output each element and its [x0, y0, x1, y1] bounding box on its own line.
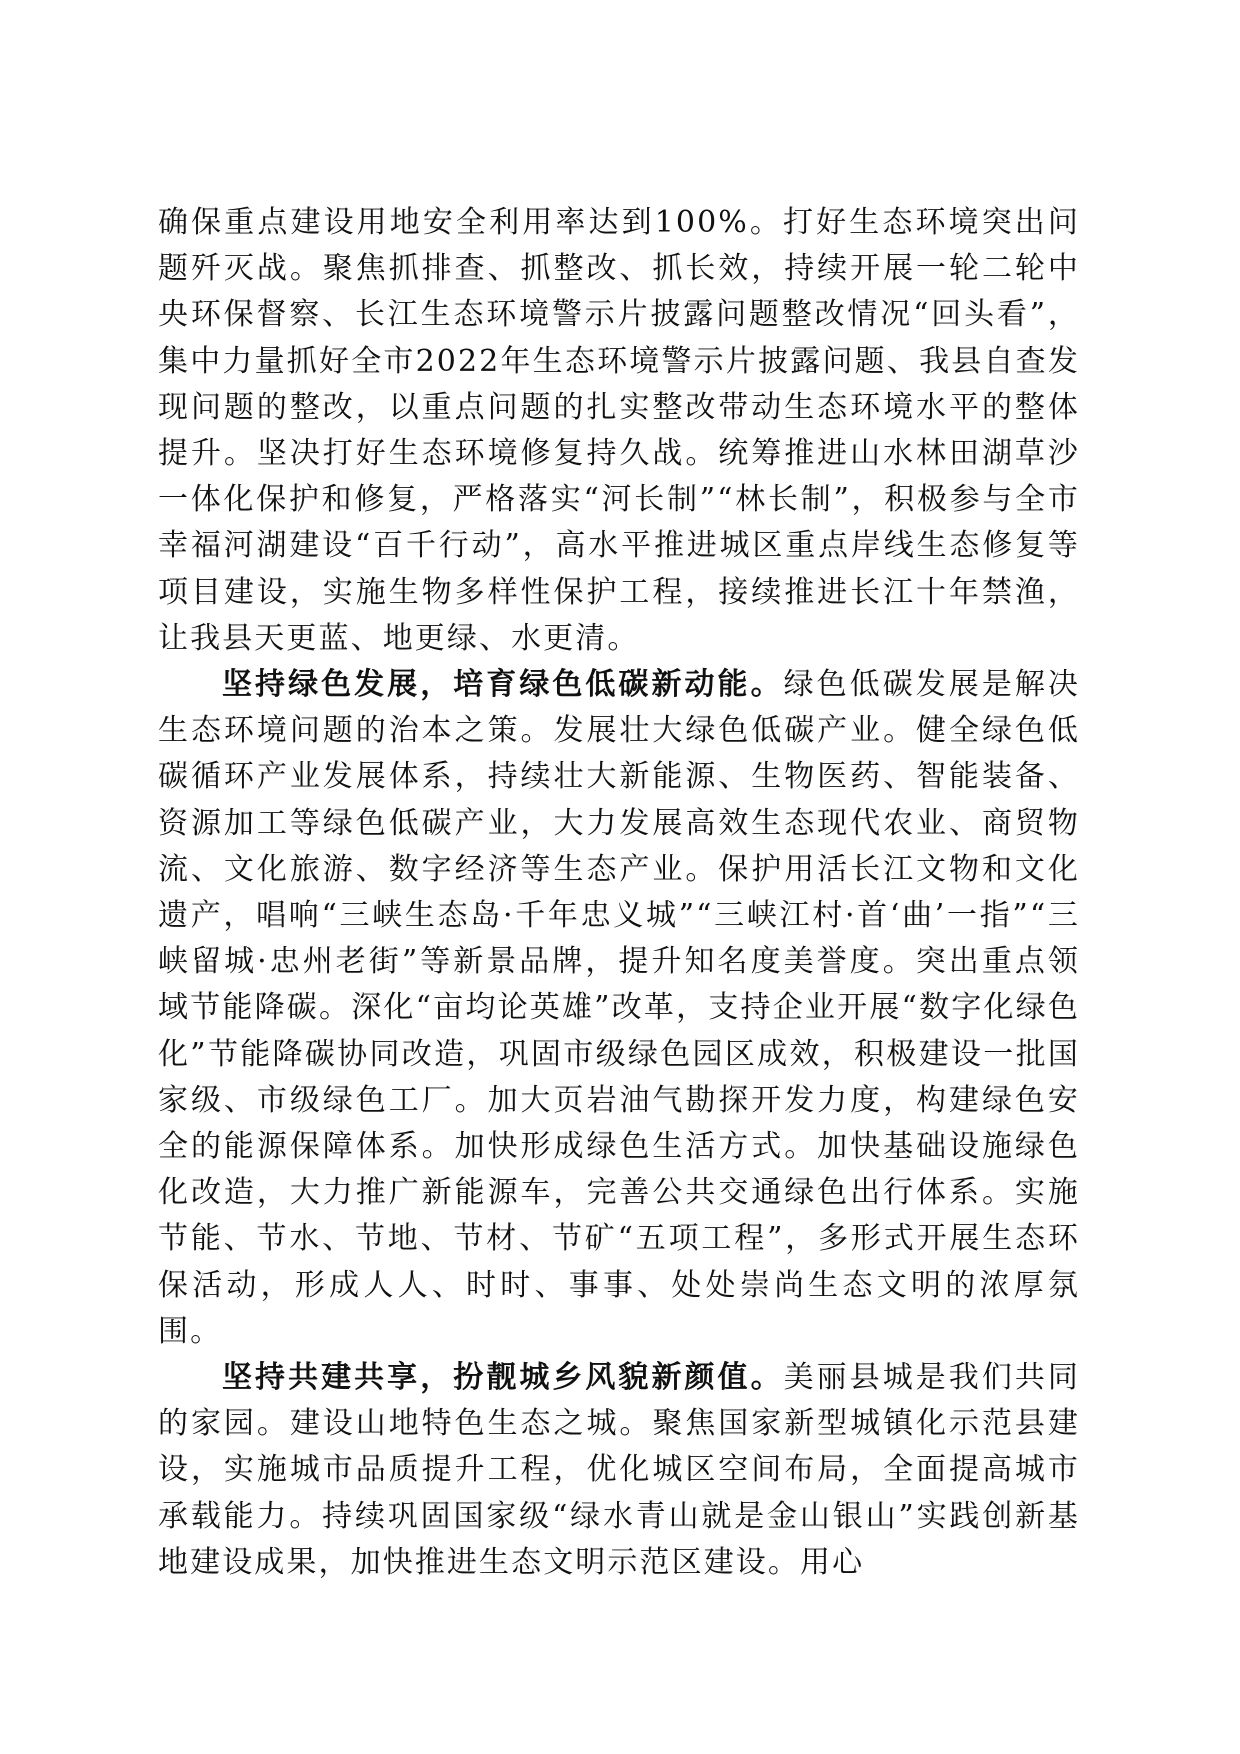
- paragraph-3: [158, 1355, 1080, 1586]
- paragraph-2-heading: 坚持绿色发展，培育绿色低碳新动能。: [222, 667, 784, 703]
- paragraph-2: [158, 662, 1080, 1355]
- document-page: [158, 200, 1080, 1586]
- paragraph-1-text: 确保重点建设用地安全利用率达到100%。打好生态环境突出问题歼灭战。聚焦抓排查、抓整改、抓长效，持续开展一轮二轮中央环保督察、长江生态环境警示片披露问题整改情况“回头看”，集中力量抓好全市2022年生态环境警示片披露问题、我县自查发现问题的整改，以重点问题的扎实整改带动生态环境水平的整体提升。坚决打好生态环境修复持久战。统筹推进山水林田湖草沙一体化保护和修复，严格落实“河长制”“林长制”，积极参与全市幸福河湖建设“百千行动”，高水平推进城区重点岸线生态修复等项目建设，实施生物多样性保护工程，接续推进长江十年禁渔，让我县天更蓝、地更绿、水更清。: [158, 205, 1080, 656]
- paragraph-3-heading: 坚持共建共享，扮靓城乡风貌新颜值。: [222, 1360, 784, 1396]
- paragraph-3-text: 美丽县城是我们共同的家园。建设山地特色生态之城。聚焦国家新型城镇化示范县建设，实施城市品质提升工程，优化城区空间布局，全面提高城市承载能力。持续巩固国家级“绿水青山就是金山银山”实践创新基地建设成果，加快推进生态文明示范区建设。用心: [158, 1360, 1080, 1580]
- paragraph-1: [158, 200, 1080, 662]
- paragraph-2-text: 绿色低碳发展是解决生态环境问题的治本之策。发展壮大绿色低碳产业。健全绿色低碳循环产业发展体系，持续壮大新能源、生物医药、智能装备、资源加工等绿色低碳产业，大力发展高效生态现代农业、商贸物流、文化旅游、数字经济等生态产业。保护用活长江文物和文化遗产，唱响“三峡生态岛·千年忠义城”“三峡江村·首‘曲’一指”“三峡留城·忠州老街”等新景品牌，提升知名度美誉度。突出重点领域节能降碳。深化“亩均论英雄”改革，支持企业开展“数字化绿色化”节能降碳协同改造，巩固市级绿色园区成效，积极建设一批国家级、市级绿色工厂。加大页岩油气勘探开发力度，构建绿色安全的能源保障体系。加快形成绿色生活方式。加快基础设施绿色化改造，大力推广新能源车，完善公共交通绿色出行体系。实施节能、节水、节地、节材、节矿“五项工程”，多形式开展生态环保活动，形成人人、时时、事事、处处崇尚生态文明的浓厚氛围。: [158, 667, 1080, 1349]
